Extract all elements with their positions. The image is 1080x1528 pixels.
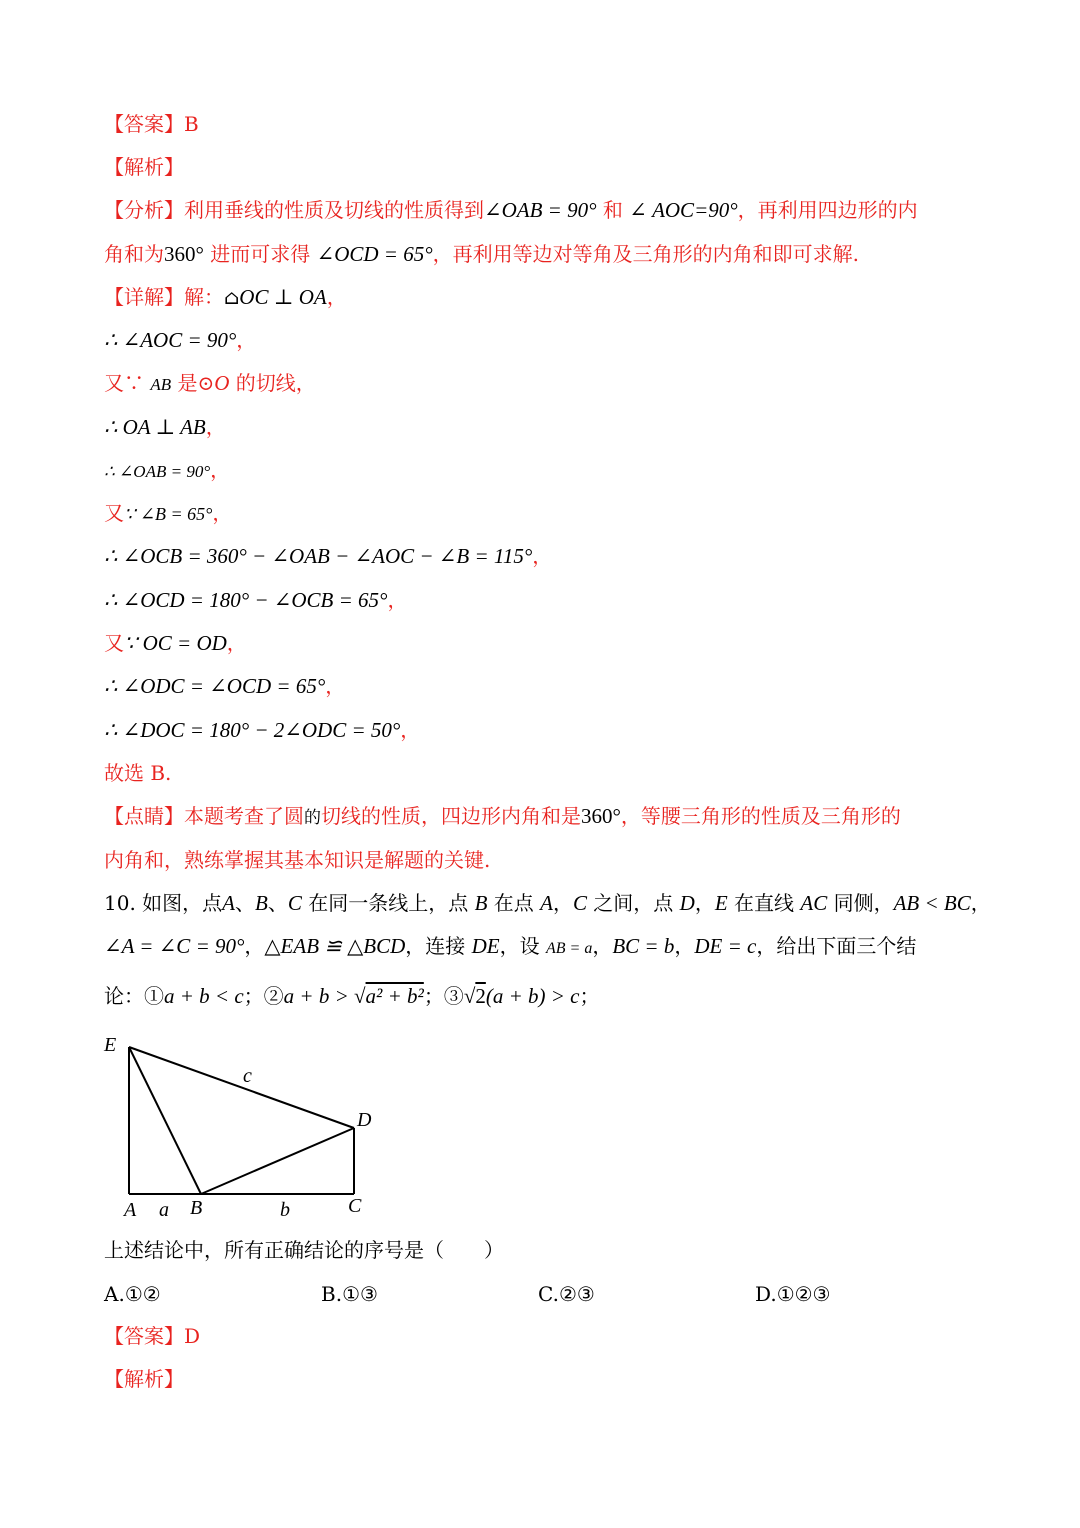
dianjing-text: 的 [304, 808, 321, 828]
q-text: ， [244, 934, 265, 958]
q-text: ，连接 [405, 934, 472, 958]
detail-text: 解： [184, 285, 224, 309]
step-prefix: 又 [104, 631, 124, 655]
q-text: ；③ [423, 984, 464, 1008]
detail-line [104, 283, 347, 311]
label-a: a [159, 1199, 169, 1221]
math-expr: 360° [164, 242, 204, 266]
q-text: ， [674, 934, 695, 958]
dianjing-text: 切线的性质，四边形内角和是 [321, 804, 581, 828]
conclusion: 故选 B. [104, 761, 172, 785]
answer-value: B [184, 112, 199, 136]
segment-BD [201, 1128, 354, 1194]
q10-line-3 [104, 982, 600, 1010]
math-expr: E [714, 891, 728, 915]
step-text: 是⊙ [171, 371, 215, 395]
step-line [104, 672, 345, 700]
fenxi-tag: 【分析】 [104, 198, 184, 222]
q10-line-1 [104, 889, 991, 917]
q-text: ，给出下面三个结 [756, 934, 917, 958]
fenxi-text: 进而可求得 [203, 242, 317, 266]
label-B: B [190, 1197, 203, 1219]
q10-prompt: 上述结论中，所有正确结论的序号是（ ） [104, 1238, 504, 1262]
math-expr: ∠ AOC=90° [629, 198, 738, 222]
math-expr: B [474, 891, 488, 915]
option-text: ②③ [558, 1282, 595, 1306]
q10-answer-line [104, 1322, 200, 1350]
step-line [104, 499, 232, 528]
q-text: 在同一条线上，点 [301, 891, 475, 915]
math-expr: OC ⊥ OA [239, 285, 327, 309]
label-c: c [243, 1065, 252, 1087]
math-expr: 360° [581, 804, 621, 828]
option-text: ①②③ [776, 1282, 831, 1306]
step-line [104, 716, 420, 744]
math-expr: DE = c [694, 934, 757, 958]
dianjing-tag: 【点睛】 [104, 804, 184, 828]
option-d[interactable] [755, 1280, 830, 1308]
step-line [104, 542, 552, 570]
q-text: ， [970, 891, 991, 915]
q10-line-2 [104, 932, 916, 963]
question-number: 10. [104, 891, 136, 915]
step-line [104, 369, 316, 399]
step-prefix: 又∵ [104, 371, 151, 395]
math-expr: BC = b [612, 934, 675, 958]
option-letter: B. [321, 1282, 343, 1306]
math-expr: ∴ ∠ODC = ∠OCD = 65° [104, 674, 326, 698]
q-text: ， [552, 891, 573, 915]
math-expr: ∵ ∠B = 65° [124, 504, 213, 524]
fenxi-line-2 [104, 240, 859, 268]
option-text: ①③ [342, 1282, 378, 1306]
label-E: E [104, 1034, 117, 1056]
q10-analysis-heading: 【解析】 [104, 1367, 184, 1391]
punct: ， [205, 415, 226, 439]
dianjing-line-2: 内角和，熟练掌握其基本知识是解题的关键. [104, 848, 491, 872]
punct: ， [236, 328, 257, 352]
q-text: 、 [235, 891, 255, 915]
q-text: ， [694, 891, 715, 915]
label-b: b [280, 1199, 290, 1221]
sqrt-sign: √ [463, 984, 476, 1008]
geometry-diagram [100, 1030, 400, 1225]
q-text: 如图，点 [142, 891, 223, 915]
option-c[interactable] [538, 1280, 595, 1308]
answer-tag: 【答案】 [104, 1324, 184, 1348]
because-icon: ⌂ [224, 285, 240, 309]
fenxi-text: 和 [596, 198, 630, 222]
step-line [104, 629, 247, 657]
math-expr: ∴ ∠OAB = 90° [104, 462, 211, 481]
option-letter: D. [755, 1282, 777, 1306]
q-text: 、 [267, 891, 288, 915]
punct: ， [325, 674, 346, 698]
punct: ， [210, 458, 231, 482]
math-expr: ∵ OC = OD [124, 631, 227, 655]
q-text: 论：① [104, 984, 164, 1008]
math-expr: ∠OAB = 90° [484, 198, 597, 222]
step-text: 的切线， [229, 371, 316, 395]
math-expr: AB < BC [893, 891, 971, 915]
math-expr: A [222, 891, 235, 915]
punct: ， [387, 588, 408, 612]
math-expr: 2 [475, 984, 486, 1008]
math-expr: ∴ OA ⊥ AB [104, 415, 206, 439]
step-line [104, 456, 230, 486]
math-expr: a + b < c [164, 984, 244, 1008]
fenxi-text: 利用垂线的性质及切线的性质得到 [184, 198, 484, 222]
dianjing-line-1 [104, 802, 901, 832]
step-prefix: 又 [104, 501, 124, 525]
step-line [104, 326, 256, 354]
q-text: 在点 [487, 891, 541, 915]
q-text: 之间，点 [586, 891, 680, 915]
math-expr: AB [150, 375, 172, 394]
math-expr: a² + b² [365, 984, 424, 1008]
dianjing-text: 本题考查了圆 [184, 804, 304, 828]
math-expr: DE [471, 934, 500, 958]
step-line [104, 413, 226, 441]
punct: ， [400, 718, 421, 742]
math-expr: AC [800, 891, 828, 915]
q-text: 在直线 [727, 891, 801, 915]
math-expr: (a + b) > c [485, 984, 580, 1008]
answer-line [104, 110, 199, 138]
detail-text: ， [326, 285, 347, 309]
math-expr: △EAB ≌ △BCD [264, 934, 406, 958]
answer-tag: 【答案】 [104, 112, 184, 136]
label-D: D [357, 1109, 372, 1131]
math-expr: ∠A = ∠C = 90° [104, 934, 245, 958]
math-expr: AB = a [546, 940, 593, 957]
fenxi-line-1 [104, 196, 918, 224]
q-text: 同侧， [827, 891, 894, 915]
math-expr: ∴ ∠OCD = 180° − ∠OCB = 65° [104, 588, 388, 612]
fenxi-text: ，再利用等边对等角及三角形的内角和即可求解. [432, 242, 859, 266]
label-C: C [348, 1195, 362, 1217]
q-text: ， [592, 934, 613, 958]
math-expr: C [287, 891, 302, 915]
math-expr: A [540, 891, 553, 915]
math-expr: O [214, 371, 230, 395]
math-expr: ∴ ∠AOC = 90° [104, 328, 237, 352]
math-expr: a + b > [283, 984, 355, 1008]
math-expr: D [679, 891, 695, 915]
math-expr: ∠OCD = 65° [316, 242, 433, 266]
punct: ， [532, 544, 553, 568]
step-line [104, 586, 407, 614]
answer-value: D [184, 1324, 201, 1348]
math-expr: ∴ ∠OCB = 360° − ∠OAB − ∠AOC − ∠B = 115° [104, 544, 533, 568]
option-a[interactable] [104, 1280, 161, 1308]
q-text: ；② [243, 984, 284, 1008]
q-text: ； [579, 984, 600, 1008]
math-expr: C [572, 891, 587, 915]
punct: ， [212, 501, 233, 525]
detail-tag: 【详解】 [104, 285, 184, 309]
math-expr: B [255, 891, 268, 915]
label-A: A [124, 1199, 137, 1221]
fenxi-text: ，再利用四边形的内 [737, 198, 918, 222]
option-letter: A. [104, 1282, 125, 1306]
math-expr: ∴ ∠DOC = 180° − 2∠ODC = 50° [104, 718, 401, 742]
punct: ， [226, 631, 247, 655]
analysis-heading: 【解析】 [104, 155, 184, 179]
option-letter: C. [538, 1282, 559, 1306]
q-text: ，设 [499, 934, 546, 958]
option-b[interactable] [321, 1280, 378, 1308]
sqrt-sign: √ [354, 984, 366, 1008]
option-text: ①② [124, 1282, 161, 1306]
fenxi-text: 角和为 [104, 242, 164, 266]
dianjing-text: ，等腰三角形的性质及三角形的 [620, 804, 901, 828]
